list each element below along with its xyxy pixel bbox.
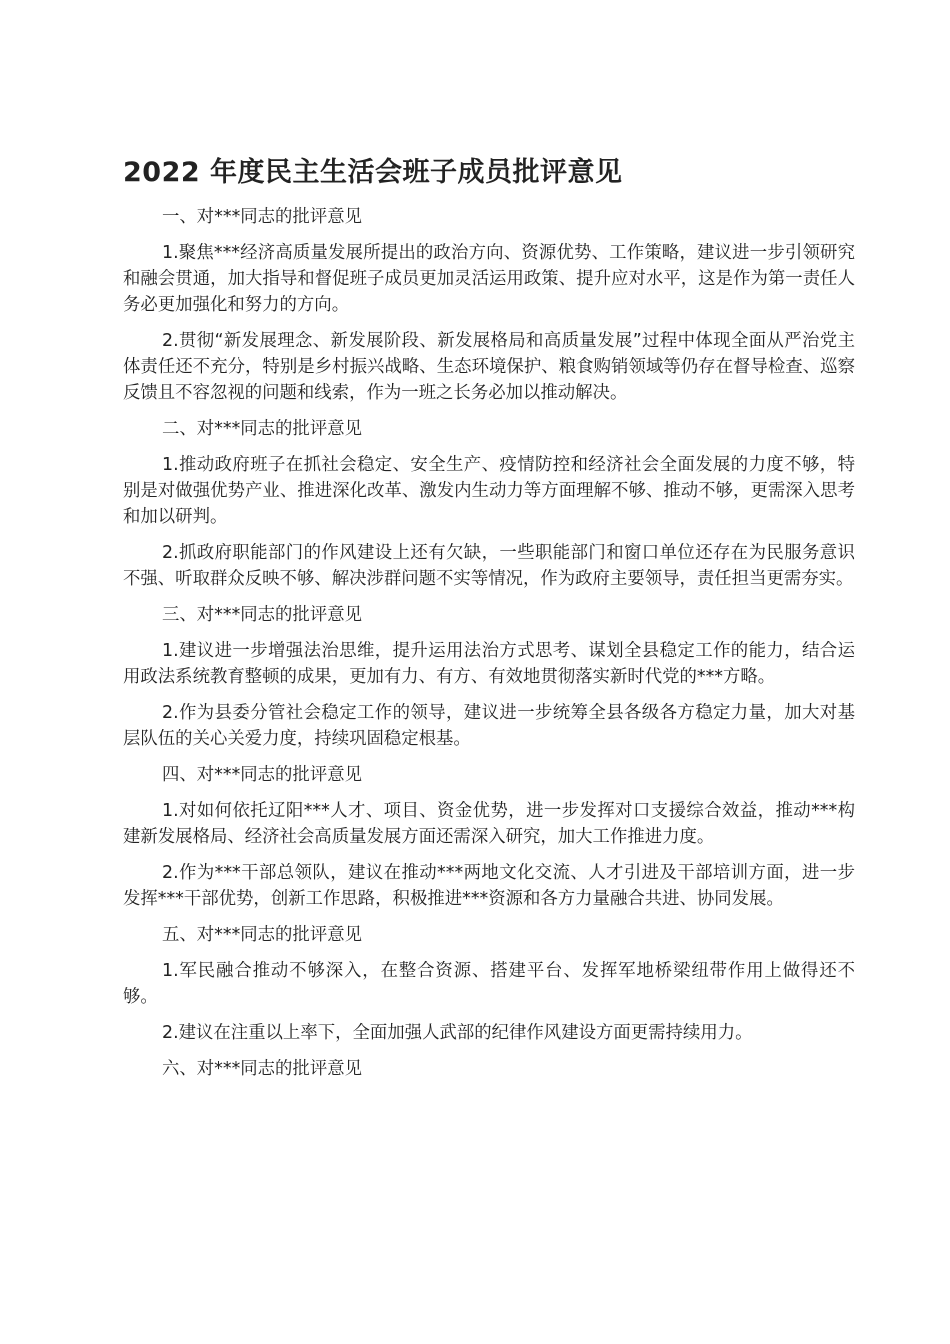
section-heading-6: 六、对***同志的批评意见 xyxy=(162,1059,362,1079)
section-heading-3: 三、对***同志的批评意见 xyxy=(162,605,362,625)
paragraph: 2.贯彻“新发展理念、新发展阶段、新发展格局和高质量发展”过程中体现全面从严治党主体责任还不充分，特别是乡村振兴战略、生态环境保护、粮食购销领域等仍存在督导检查、巡察反馈且不容忽视的问题和线索，作为一班之长务必加以推动解决。 xyxy=(123,331,855,403)
paragraph: 1.聚焦***经济高质量发展所提出的政治方向、资源优势、工作策略，建议进一步引领研究和融会贯通，加大指导和督促班子成员更加灵活运用政策、提升应对水平，这是作为第一责任人务必更加强化和努力的方向。 xyxy=(123,243,855,315)
paragraph: 1.推动政府班子在抓社会稳定、安全生产、疫情防控和经济社会全面发展的力度不够，特别是对做强优势产业、推进深化改革、激发内生动力等方面理解不够、推动不够，更需深入思考和加以研判。 xyxy=(123,455,855,527)
paragraph: 2.抓政府职能部门的作风建设上还有欠缺，一些职能部门和窗口单位还存在为民服务意识不强、听取群众反映不够、解决涉群问题不实等情况，作为政府主要领导，责任担当更需夯实。 xyxy=(123,543,855,589)
paragraph: 2.建议在注重以上率下，全面加强人武部的纪律作风建设方面更需持续用力。 xyxy=(162,1023,753,1043)
section-heading-2: 二、对***同志的批评意见 xyxy=(162,419,362,439)
paragraph: 1.军民融合推动不够深入，在整合资源、搭建平台、发挥军地桥梁纽带作用上做得还不够。 xyxy=(123,961,855,1007)
section-heading-4: 四、对***同志的批评意见 xyxy=(162,765,362,785)
paragraph: 1.建议进一步增强法治思维，提升运用法治方式思考、谋划全县稳定工作的能力，结合运用政法系统教育整顿的成果，更加有力、有方、有效地贯彻落实新时代党的***方略。 xyxy=(123,641,855,687)
document-title: 2022 年度民主生活会班子成员批评意见 xyxy=(123,157,623,188)
paragraph: 2.作为***干部总领队，建议在推动***两地文化交流、人才引进及干部培训方面，进一步发挥***干部优势，创新工作思路，积极推进***资源和各方力量融合共进、协同发展。 xyxy=(123,863,855,909)
paragraph: 1.对如何依托辽阳***人才、项目、资金优势，进一步发挥对口支援综合效益，推动***构建新发展格局、经济社会高质量发展方面还需深入研究，加大工作推进力度。 xyxy=(123,801,855,847)
section-heading-1: 一、对***同志的批评意见 xyxy=(162,207,362,227)
paragraph: 2.作为县委分管社会稳定工作的领导，建议进一步统筹全县各级各方稳定力量，加大对基层队伍的关心关爱力度，持续巩固稳定根基。 xyxy=(123,703,855,749)
section-heading-5: 五、对***同志的批评意见 xyxy=(162,925,362,945)
document-body xyxy=(123,148,855,1092)
